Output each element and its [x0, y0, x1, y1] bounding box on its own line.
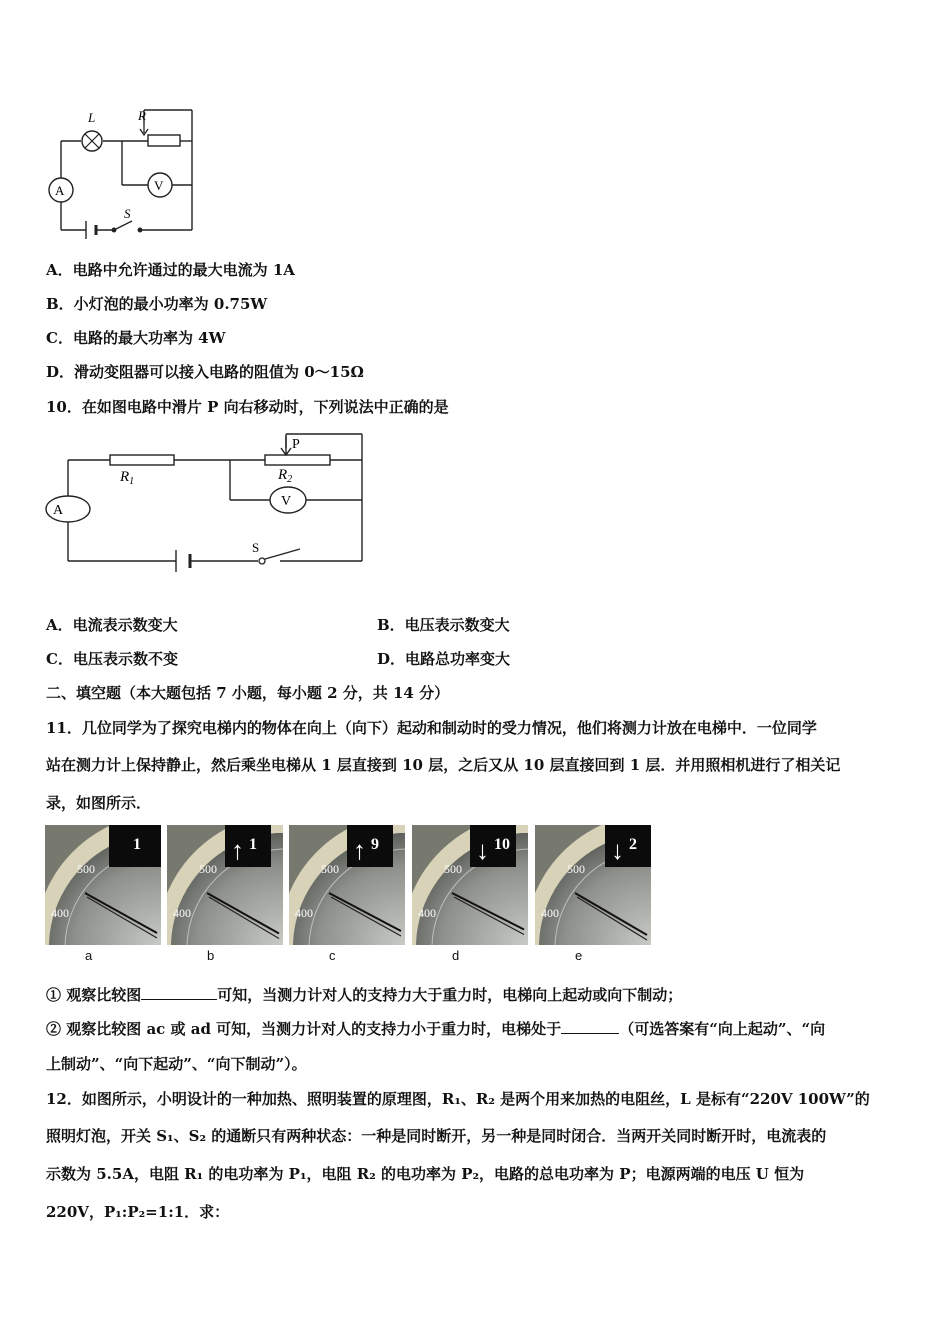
q9-ammeter-label: A [55, 183, 65, 198]
q9-lamp-label: L [88, 110, 96, 125]
q10-ammeter-label: A [53, 503, 64, 518]
scale-number-400: 400 [51, 906, 69, 920]
q11-sub1: ① 观察比较图 可知，当测力计对人的支持力大于重力时，电梯向上起动或向下制动； [46, 986, 683, 1004]
photo-label-c: c [329, 948, 336, 963]
scale-number-500: 500 [444, 862, 462, 876]
floor-number: 1 [249, 836, 257, 853]
battery-symbol [86, 221, 96, 239]
q10-slider-label: P [292, 437, 300, 452]
q10-option-d: D．电路总功率变大 [377, 650, 511, 668]
slider-arrow [281, 436, 291, 455]
scale-photo-b [167, 825, 283, 945]
floor-number: 9 [371, 836, 379, 853]
scale-number-400: 400 [173, 906, 191, 920]
q9-option-a: A．电路中允许通过的最大电流为 1A [46, 261, 295, 279]
q12-line1: 12．如图所示，小明设计的一种加热、照明装置的原理图，R₁、R₂ 是两个用来加热的电阻丝，L 是标有“220V 100W”的 [46, 1090, 870, 1108]
photo-label-a: a [85, 948, 93, 963]
answer-blank-2[interactable] [561, 1019, 619, 1034]
down-arrow-icon: ↓ [476, 836, 489, 865]
q9-switch-label: S [124, 206, 131, 221]
q9-option-b: B．小灯泡的最小功率为 0.75W [46, 295, 268, 313]
q10-option-c: C．电压表示数不变 [46, 650, 178, 668]
floor-number: 1 [133, 836, 141, 853]
up-arrow-icon: ↑ [353, 836, 366, 865]
q10-voltmeter-label: V [281, 494, 292, 509]
scale-number-400: 400 [295, 906, 313, 920]
q9-rheostat-label: R [138, 108, 146, 123]
q12-line4: 220V，P₁:P₂=1:1．求： [46, 1203, 230, 1221]
scale-number-400: 400 [541, 906, 559, 920]
q10-switch-label: S [252, 540, 260, 555]
battery-symbol [176, 550, 190, 572]
up-arrow-icon: ↑ [231, 836, 244, 865]
scale-photo-c [289, 825, 405, 945]
q9-circuit-diagram [40, 100, 210, 245]
lamp-symbol [82, 131, 102, 151]
q12-line2: 照明灯泡，开关 S₁、S₂ 的通断只有两种状态：一种是同时断开，另一种是同时闭合．当两开关同时断开时，电流表的 [46, 1127, 827, 1145]
q9-voltmeter-label: V [154, 178, 164, 193]
q10-stem: 10．在如图电路中滑片 P 向右移动时，下列说法中正确的是 [46, 398, 449, 416]
floor-number: 10 [494, 836, 510, 853]
photo-label-e: e [575, 948, 583, 963]
q12-line3: 示数为 5.5A，电阻 R₁ 的电功率为 P₁，电阻 R₂ 的电功率为 P₂，电路的总电功率为 P；电源两端的电压 U 恒为 [46, 1165, 805, 1183]
q9-option-c: C．电路的最大功率为 4W [46, 329, 226, 347]
scale-photo-a [45, 825, 161, 945]
rheostat-symbol [140, 125, 180, 146]
photo-label-d: d [452, 948, 460, 963]
q9-option-d: D．滑动变阻器可以接入电路的阻值为 0～15Ω [46, 363, 364, 381]
q11-sub2-line2: 上制动”、“向下起动”、“向下制动”）。 [46, 1055, 307, 1073]
q10-option-b: B．电压表示数变大 [377, 616, 510, 634]
q10-r1-label: $R_1$ [120, 469, 135, 487]
scale-number-400: 400 [418, 906, 436, 920]
q10-r2-label: $R_2$ [278, 467, 293, 485]
scale-number-500: 500 [77, 862, 95, 876]
q10-circuit-diagram [40, 428, 380, 578]
switch-symbol [112, 221, 142, 232]
scale-number-500: 500 [321, 862, 339, 876]
r2-symbol [265, 455, 330, 465]
q11-stem-line2: 站在测力计上保持静止，然后乘坐电梯从 1 层直接到 10 层，之后又从 10 层直接回到 1 层．并用照相机进行了相关记 [46, 756, 841, 774]
scale-number-500: 500 [567, 862, 585, 876]
floor-number: 2 [629, 836, 637, 853]
photo-label-b: b [207, 948, 215, 963]
q10-option-a: A．电流表示数变大 [46, 616, 178, 634]
r1-symbol [110, 455, 174, 465]
q11-stem-line1: 11．几位同学为了探究电梯内的物体在向上（向下）起动和制动时的受力情况，他们将测力计放在电梯中．一位同学 [46, 719, 817, 737]
section-title: 二、填空题（本大题包括 7 小题，每小题 2 分，共 14 分） [46, 684, 450, 702]
scale-number-500: 500 [199, 862, 217, 876]
scale-photo-e [535, 825, 651, 945]
answer-blank-1[interactable] [141, 985, 217, 1000]
down-arrow-icon: ↓ [611, 836, 624, 865]
scale-photo-d [412, 825, 528, 945]
q11-stem-line3: 录，如图所示． [46, 794, 152, 812]
q11-sub2: ② 观察比较图 ac 或 ad 可知，当测力计对人的支持力小于重力时，电梯处于 （可选答案有“向上起动”、“向 [46, 1020, 826, 1038]
switch-symbol [259, 549, 300, 564]
